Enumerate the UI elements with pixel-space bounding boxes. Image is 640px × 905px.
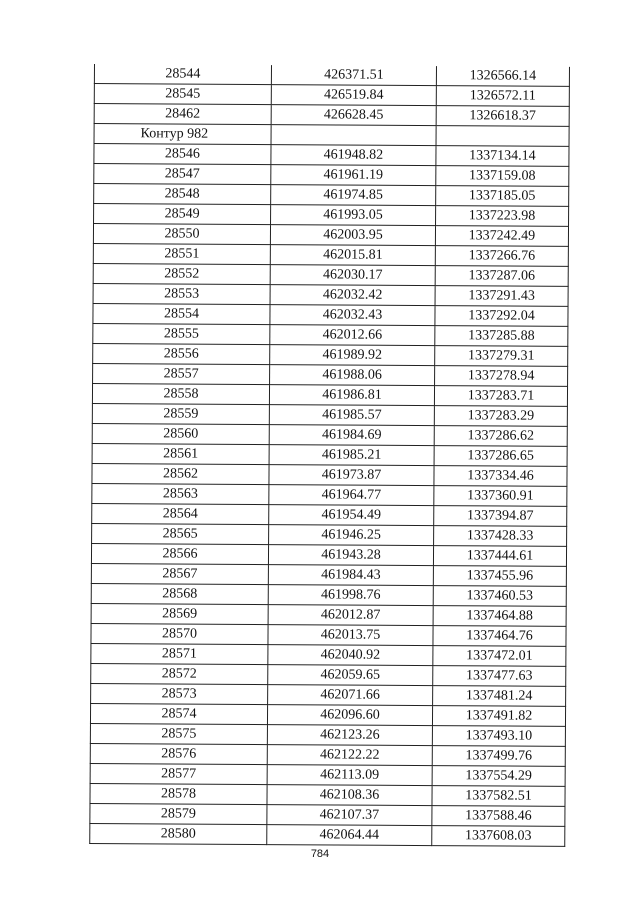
point-number-cell: 28552 — [93, 263, 270, 284]
point-number-cell: 28570 — [91, 623, 268, 644]
point-number-cell: 28548 — [94, 184, 271, 205]
y-coordinate-cell: 1337499.76 — [432, 746, 565, 767]
table-row — [91, 663, 566, 686]
y-coordinate-cell: 1326572.11 — [436, 86, 569, 107]
y-coordinate-cell: 1337292.04 — [435, 306, 568, 327]
x-coordinate-cell: 462107.37 — [267, 805, 432, 826]
x-coordinate-cell: 461989.92 — [270, 345, 435, 366]
x-coordinate-cell: 462012.87 — [268, 605, 433, 626]
table-row — [90, 703, 565, 726]
point-number-cell: 28580 — [90, 823, 267, 844]
y-coordinate-cell: 1337286.62 — [434, 426, 567, 447]
point-number-cell: 28555 — [93, 323, 270, 344]
y-coordinate-cell: 1337394.87 — [434, 506, 567, 527]
point-number-cell: 28557 — [93, 363, 270, 384]
y-coordinate-cell: 1337134.14 — [436, 146, 569, 167]
x-coordinate-cell: 461974.85 — [271, 185, 436, 206]
table-row — [94, 164, 569, 187]
y-coordinate-cell: 1337291.43 — [435, 286, 568, 307]
point-number-cell: 28551 — [93, 243, 270, 264]
x-coordinate-cell: 462064.44 — [267, 825, 432, 846]
point-number-cell: 28562 — [92, 463, 269, 484]
y-coordinate-cell: 1337464.88 — [433, 606, 566, 627]
table-row — [92, 463, 567, 486]
y-coordinate-cell: 1337159.08 — [436, 166, 569, 187]
y-coordinate-cell: 1337582.51 — [432, 786, 565, 807]
point-number-cell: 28573 — [91, 683, 268, 704]
point-number-cell: 28560 — [92, 423, 269, 444]
table-row — [93, 224, 568, 247]
table-row — [91, 683, 566, 706]
table-row — [92, 523, 567, 546]
y-coordinate-cell: 1337285.88 — [435, 326, 568, 347]
y-coordinate-cell: 1337283.29 — [434, 406, 567, 427]
x-coordinate-cell: 462012.66 — [270, 325, 435, 346]
point-number-cell: 28544 — [94, 64, 271, 85]
y-coordinate-cell: 1337266.76 — [435, 246, 568, 267]
table-row — [94, 104, 569, 127]
table-row — [90, 743, 565, 766]
y-coordinate-cell: 1326618.37 — [436, 106, 569, 127]
x-coordinate-cell: 462003.95 — [270, 225, 435, 246]
y-coordinate-cell: 1337242.49 — [435, 226, 568, 247]
y-coordinate-cell: 1337554.29 — [432, 766, 565, 787]
y-coordinate-cell: 1326566.14 — [436, 66, 569, 86]
table-row — [90, 763, 565, 786]
x-coordinate-cell: 461946.25 — [269, 525, 434, 546]
point-number-cell: 28554 — [93, 303, 270, 324]
y-coordinate-cell: 1337491.82 — [432, 706, 565, 727]
x-coordinate-cell: 426628.45 — [271, 105, 436, 126]
empty-cell — [436, 126, 569, 147]
x-coordinate-cell: 461988.06 — [270, 365, 435, 386]
y-coordinate-cell: 1337279.31 — [435, 346, 568, 367]
point-number-cell: 28567 — [91, 563, 268, 584]
x-coordinate-cell: 461984.69 — [269, 425, 434, 446]
point-number-cell: 28559 — [92, 403, 269, 424]
x-coordinate-cell: 462113.09 — [267, 765, 432, 786]
y-coordinate-cell: 1337428.33 — [434, 526, 567, 547]
x-coordinate-cell: 462071.66 — [268, 685, 433, 706]
point-number-cell: 28558 — [92, 383, 269, 404]
x-coordinate-cell: 426371.51 — [271, 65, 436, 86]
point-number-cell: 28553 — [93, 283, 270, 304]
point-number-cell: 28556 — [93, 343, 270, 364]
table-row — [92, 403, 567, 426]
x-coordinate-cell: 461993.05 — [271, 205, 436, 226]
table-row — [92, 483, 567, 506]
point-number-cell: 28564 — [92, 503, 269, 524]
y-coordinate-cell: 1337185.05 — [436, 186, 569, 207]
point-number-cell: 28579 — [90, 803, 267, 824]
table-row — [93, 283, 568, 306]
y-coordinate-cell: 1337460.53 — [433, 586, 566, 607]
x-coordinate-cell: 461986.81 — [269, 385, 434, 406]
table-row — [92, 423, 567, 446]
table-row — [91, 623, 566, 646]
y-coordinate-cell: 1337360.91 — [434, 486, 567, 507]
x-coordinate-cell: 426519.84 — [271, 85, 436, 106]
x-coordinate-cell: 462108.36 — [267, 785, 432, 806]
table-row — [94, 84, 569, 107]
x-coordinate-cell: 461961.19 — [271, 165, 436, 186]
point-number-cell: 28550 — [93, 224, 270, 245]
point-number-cell: 28569 — [91, 603, 268, 624]
y-coordinate-cell: 1337477.63 — [433, 666, 566, 687]
table-row — [91, 583, 566, 606]
table-row — [93, 323, 568, 346]
point-number-cell: 28565 — [92, 523, 269, 544]
x-coordinate-cell: 462123.26 — [267, 725, 432, 746]
y-coordinate-cell: 1337278.94 — [435, 366, 568, 387]
y-coordinate-cell: 1337493.10 — [432, 726, 565, 747]
point-number-cell: 28561 — [92, 443, 269, 464]
x-coordinate-cell: 462032.43 — [270, 305, 435, 326]
point-number-cell: 28563 — [92, 483, 269, 504]
point-number-cell: 28575 — [90, 723, 267, 744]
y-coordinate-cell: 1337334.46 — [434, 466, 567, 487]
point-number-cell: 28577 — [90, 763, 267, 784]
table-row — [93, 243, 568, 266]
point-number-cell: 28571 — [91, 643, 268, 664]
table-row — [91, 543, 566, 566]
x-coordinate-cell: 461964.77 — [269, 485, 434, 506]
x-coordinate-cell: 461954.49 — [269, 505, 434, 526]
point-number-cell: 28576 — [90, 743, 267, 764]
table-row — [94, 144, 569, 167]
table-row — [94, 204, 569, 227]
x-coordinate-cell: 462015.81 — [270, 245, 435, 266]
x-coordinate-cell: 461973.87 — [269, 465, 434, 486]
x-coordinate-cell: 461943.28 — [268, 545, 433, 566]
point-number-cell: 28578 — [90, 783, 267, 804]
x-coordinate-cell: 461984.43 — [268, 565, 433, 586]
x-coordinate-cell: 462013.75 — [268, 625, 433, 646]
point-number-cell: 28546 — [94, 144, 271, 165]
table-row — [93, 263, 568, 286]
y-coordinate-cell: 1337608.03 — [432, 826, 565, 847]
point-number-cell: 28566 — [91, 543, 268, 564]
x-coordinate-cell: 461998.76 — [268, 585, 433, 606]
contour-label: Контур 982 — [94, 124, 271, 145]
x-coordinate-cell: 461985.57 — [269, 405, 434, 426]
table-row — [90, 723, 565, 746]
coordinate-table — [89, 64, 570, 847]
x-coordinate-cell: 461985.21 — [269, 445, 434, 466]
table-row — [93, 303, 568, 326]
table-row — [94, 184, 569, 207]
table-row — [93, 343, 568, 366]
point-number-cell: 28574 — [90, 703, 267, 724]
point-number-cell: 28568 — [91, 583, 268, 604]
x-coordinate-cell: 462122.22 — [267, 745, 432, 766]
table-row — [91, 563, 566, 586]
x-coordinate-cell: 462032.42 — [270, 285, 435, 306]
contour-heading-row — [94, 124, 569, 147]
table-row — [91, 643, 566, 666]
x-coordinate-cell: 461948.82 — [271, 145, 436, 166]
x-coordinate-cell: 462030.17 — [270, 265, 435, 286]
y-coordinate-cell: 1337286.65 — [434, 446, 567, 467]
table-row — [90, 803, 565, 826]
y-coordinate-cell: 1337287.06 — [435, 266, 568, 287]
y-coordinate-cell: 1337472.01 — [433, 646, 566, 667]
table-row — [92, 503, 567, 526]
table-row — [92, 443, 567, 466]
y-coordinate-cell: 1337455.96 — [433, 566, 566, 587]
empty-cell — [271, 125, 436, 146]
table-row — [90, 783, 565, 806]
y-coordinate-cell: 1337223.98 — [436, 206, 569, 227]
table-row — [91, 603, 566, 626]
x-coordinate-cell: 462096.60 — [267, 705, 432, 726]
x-coordinate-cell: 462059.65 — [268, 665, 433, 686]
table-row — [92, 383, 567, 406]
page-number: 784 — [310, 848, 330, 860]
y-coordinate-cell: 1337588.46 — [432, 806, 565, 827]
point-number-cell: 28545 — [94, 84, 271, 105]
point-number-cell: 28462 — [94, 104, 271, 125]
y-coordinate-cell: 1337464.76 — [433, 626, 566, 647]
y-coordinate-cell: 1337481.24 — [433, 686, 566, 707]
point-number-cell: 28549 — [94, 204, 271, 225]
y-coordinate-cell: 1337444.61 — [433, 546, 566, 567]
x-coordinate-cell: 462040.92 — [268, 645, 433, 666]
point-number-cell: 28547 — [94, 164, 271, 185]
y-coordinate-cell: 1337283.71 — [434, 386, 567, 407]
table-row — [90, 823, 565, 846]
table-row — [94, 64, 569, 86]
point-number-cell: 28572 — [91, 663, 268, 684]
coordinate-table-body — [90, 64, 570, 846]
table-row — [93, 363, 568, 386]
